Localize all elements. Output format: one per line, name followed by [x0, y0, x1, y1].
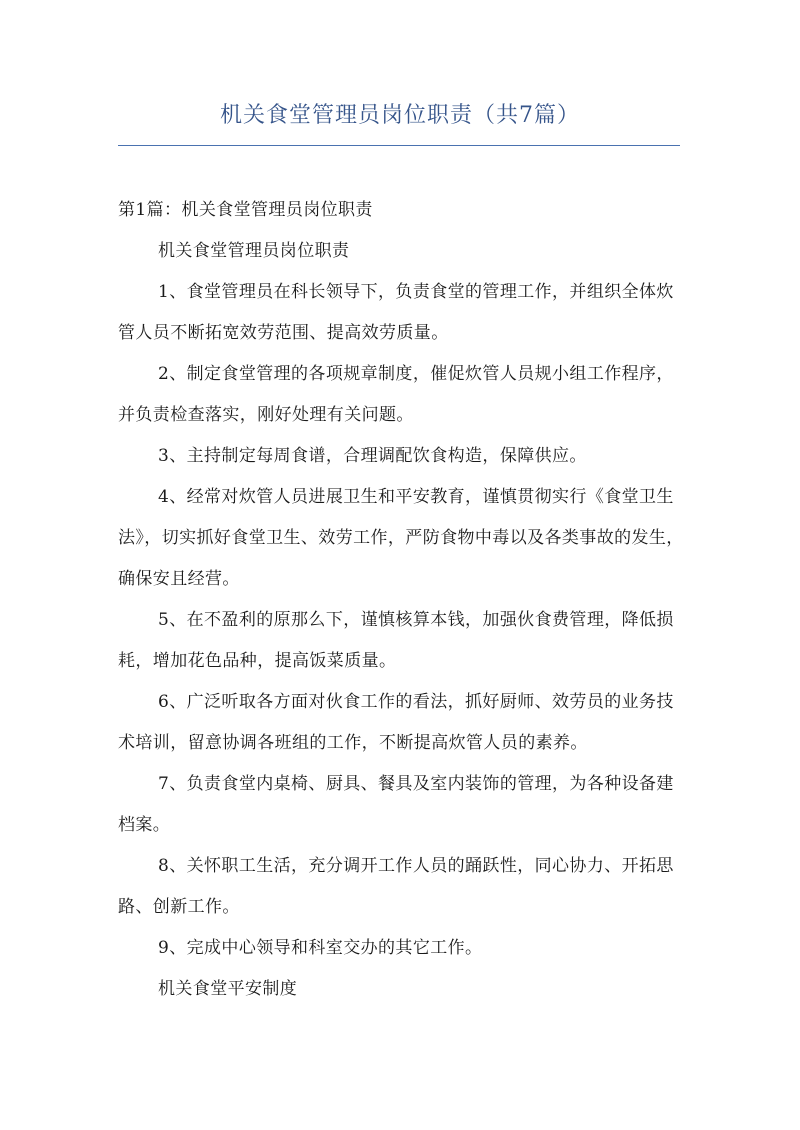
duty-item-4: 4、经常对炊管人员进展卫生和平安教育，谨慎贯彻实行《食堂卫生法》，切实抓好食堂卫生、效劳工作，严防食物中毒以及各类事故的发生，确保安且经营。 — [118, 487, 684, 589]
duty-item-2: 2、制定食堂管理的各项规章制度，催促炊管人员规小组工作程序，并负责检查落实，刚好处理有关问题。 — [118, 364, 674, 425]
duty-item-1: 1、食堂管理员在科长领导下，负责食堂的管理工作，并组织全体炊管人员不断拓宽效劳范围、提高效劳质量。 — [118, 282, 674, 343]
duty-item-7: 7、负责食堂内桌椅、厨具、餐具及室内装饰的管理，为各种设备建档案。 — [118, 774, 674, 835]
title-divider — [118, 145, 680, 146]
chapter-heading: 第1篇：机关食堂管理员岗位职责 — [118, 200, 373, 220]
duty-item-3: 3、主持制定每周食谱，合理调配饮食构造，保障供应。 — [158, 446, 587, 466]
document-body — [118, 190, 684, 1010]
next-section-heading: 机关食堂平安制度 — [158, 979, 298, 999]
duty-item-6: 6、广泛听取各方面对伙食工作的看法，抓好厨师、效劳员的业务技术培训，留意协调各班组的工作，不断提高炊管人员的素养。 — [118, 692, 674, 753]
duty-item-5: 5、在不盈利的原那么下，谨慎核算本钱，加强伙食费管理，降低损耗，增加花色品种，提高饭菜质量。 — [118, 610, 674, 671]
document-title: 机关食堂管理员岗位职责（共7篇） — [220, 103, 580, 128]
duty-item-8: 8、关怀职工生活，充分调开工作人员的踊跃性，同心协力、开拓思路、创新工作。 — [118, 856, 674, 917]
section-heading: 机关食堂管理员岗位职责 — [158, 241, 350, 261]
duty-item-9: 9、完成中心领导和科室交办的其它工作。 — [158, 938, 483, 958]
